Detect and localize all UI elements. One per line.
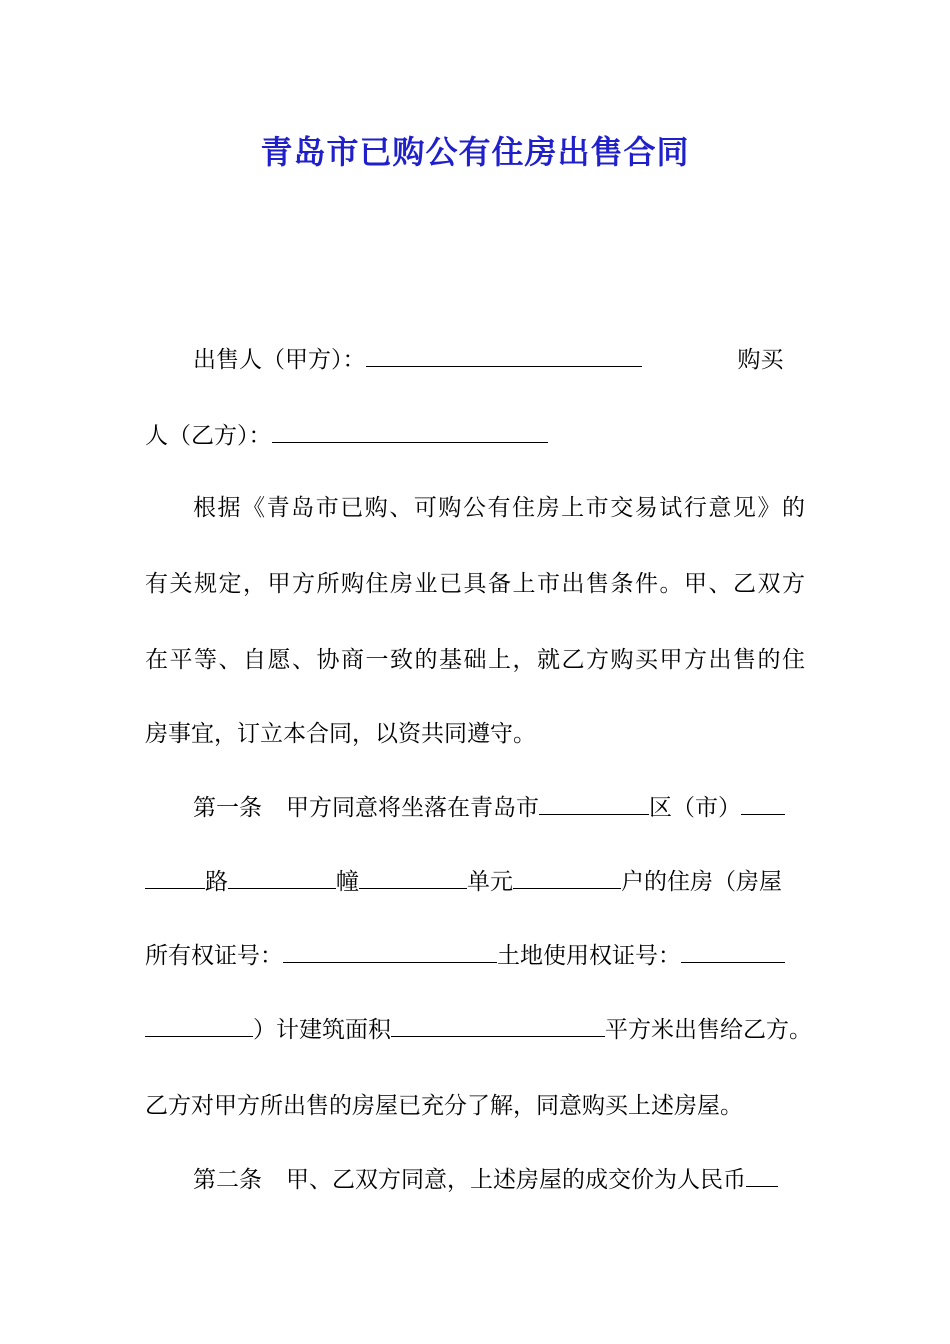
intro-line-3: 在平等、自愿、协商一致的基础上，就乙方购买甲方出售的住 bbox=[145, 647, 805, 673]
building-label: 幢 bbox=[336, 869, 359, 895]
seller-label: 出售人（甲方）： bbox=[193, 347, 366, 373]
intro-line-4: 房事宜，订立本合同，以资共同遵守。 bbox=[145, 721, 536, 747]
article1-line-2 bbox=[145, 864, 805, 900]
area-blank bbox=[391, 1014, 605, 1037]
intro-line-2: 有关规定，甲方所购住房业已具备上市出售条件。甲、乙双方 bbox=[145, 571, 805, 597]
article1-line-1 bbox=[193, 790, 805, 826]
intro-line-1: 根据《青岛市已购、可购公有住房上市交易试行意见》的 bbox=[193, 495, 805, 521]
article1-line-3 bbox=[145, 938, 805, 974]
city-blank bbox=[539, 792, 649, 815]
building-blank bbox=[359, 866, 467, 889]
article2-heading: 第二条 bbox=[193, 1167, 262, 1193]
district-blank-a bbox=[741, 792, 785, 815]
district-label: 区（市） bbox=[649, 795, 741, 821]
seller-name-blank bbox=[366, 344, 642, 367]
article1-closing: 乙方对甲方所出售的房屋已充分了解，同意购买上述房屋。 bbox=[145, 1093, 743, 1119]
land-cert-label: 土地使用权证号： bbox=[497, 943, 681, 969]
household-label: 户的住房（房屋 bbox=[621, 869, 782, 895]
article1-line-4 bbox=[145, 1012, 835, 1048]
document-title: 青岛市已购公有住房出售合同 bbox=[260, 133, 690, 171]
district-blank-b bbox=[145, 866, 205, 889]
buyer-name-blank bbox=[272, 420, 548, 443]
road-label: 路 bbox=[205, 869, 228, 895]
area-label: ）计建筑面积 bbox=[253, 1017, 391, 1043]
cert-label: 所有权证号： bbox=[145, 943, 283, 969]
area-unit: 平方米出售给乙方。 bbox=[605, 1017, 812, 1043]
article2-line-1 bbox=[193, 1162, 805, 1198]
article1-text-a: 甲方同意将坐落在青岛市 bbox=[286, 795, 539, 821]
buyer-label-end: 人（乙方）： bbox=[145, 423, 272, 449]
unit-blank bbox=[513, 866, 621, 889]
buyer-label-start: 购买 bbox=[737, 347, 784, 373]
cert-blank bbox=[283, 940, 497, 963]
land-cert-blank-b bbox=[145, 1014, 253, 1037]
price-blank bbox=[746, 1164, 778, 1187]
seller-line bbox=[193, 342, 805, 378]
article1-heading: 第一条 bbox=[193, 795, 262, 821]
article2-text: 甲、乙双方同意，上述房屋的成交价为人民币 bbox=[286, 1167, 746, 1193]
buyer-line bbox=[145, 418, 805, 454]
road-blank bbox=[228, 866, 336, 889]
land-cert-blank-a bbox=[681, 940, 785, 963]
unit-label: 单元 bbox=[467, 869, 513, 895]
